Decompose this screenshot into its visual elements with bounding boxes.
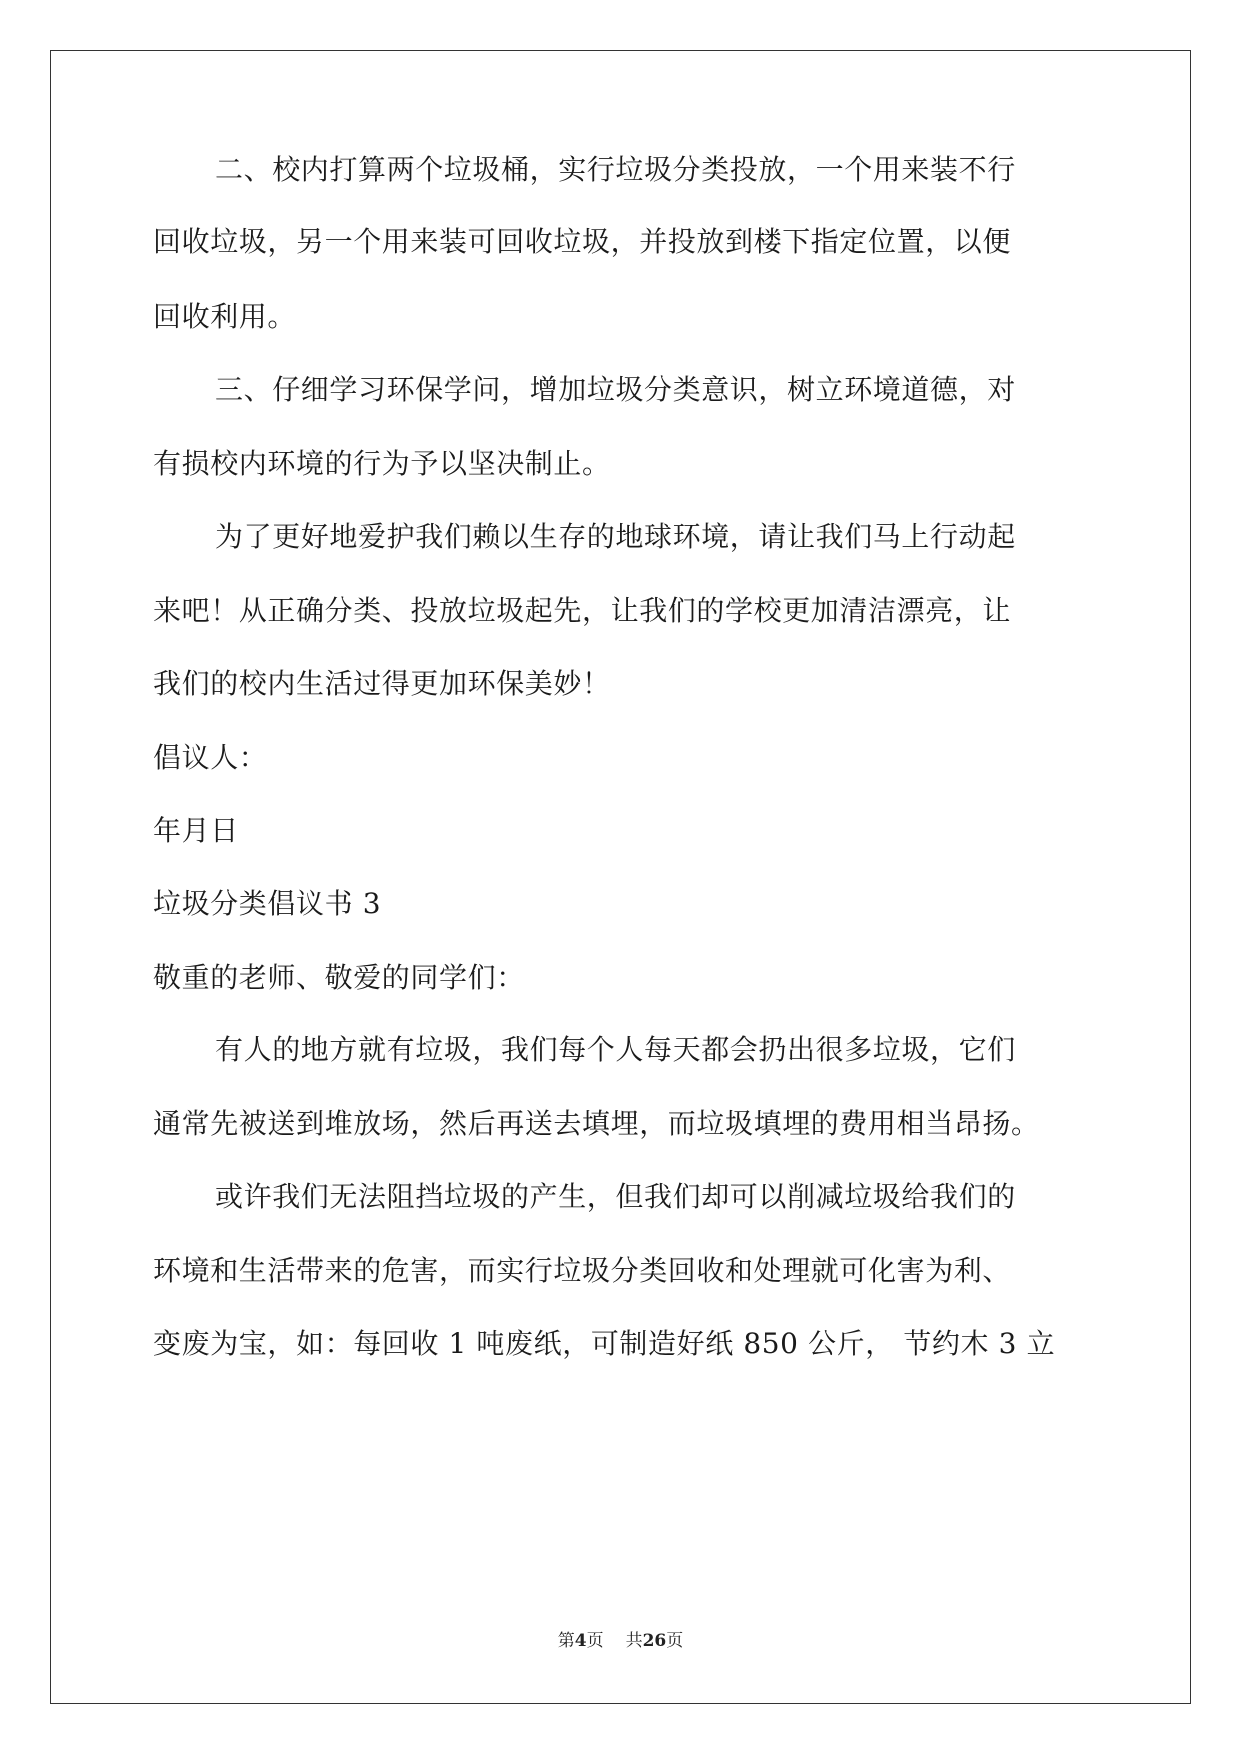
salutation: 敬重的老师、敬爱的同学们： [153, 961, 525, 994]
paragraph-line: 我们的校内生活过得更加环保美妙！ [153, 667, 611, 700]
footer-prefix: 第 [557, 1631, 575, 1651]
page-border [50, 50, 1191, 1704]
page-footer [0, 1630, 1241, 1652]
section-title: 垃圾分类倡议书 3 [153, 887, 382, 920]
date-label: 年月日 [153, 814, 239, 847]
paragraph-line: 通常先被送到堆放场，然后再送去填埋，而垃圾填埋的费用相当昂扬。 [153, 1107, 1040, 1140]
paragraph-line: 二、校内打算两个垃圾桶，实行垃圾分类投放，一个用来装不行 [215, 153, 1016, 186]
paragraph-line: 有人的地方就有垃圾，我们每个人每天都会扔出很多垃圾，它们 [215, 1033, 1016, 1066]
page-number: 4 [574, 1631, 587, 1651]
paragraph-line: 回收利用。 [153, 300, 297, 333]
paragraph-line: 有损校内环境的行为予以坚决制止。 [153, 447, 611, 480]
paragraph-line: 或许我们无法阻挡垃圾的产生，但我们却可以削减垃圾给我们的 [215, 1180, 1016, 1213]
footer-total-prefix: 共 [625, 1631, 643, 1651]
paragraph-line: 环境和生活带来的危害，而实行垃圾分类回收和处理就可化害为利、 [153, 1254, 1012, 1287]
paragraph-line: 回收垃圾，另一个用来装可回收垃圾，并投放到楼下指定位置，以便 [153, 225, 1012, 258]
footer-total-suffix: 页 [666, 1631, 684, 1651]
paragraph-line: 为了更好地爱护我们赖以生存的地球环境，请让我们马上行动起 [215, 520, 1016, 553]
total-pages: 26 [642, 1631, 667, 1651]
paragraph-line: 来吧！从正确分类、投放垃圾起先，让我们的学校更加清洁漂亮，让 [153, 594, 1012, 627]
footer-page-suffix: 页 [586, 1631, 604, 1651]
paragraph-line: 三、仔细学习环保学问，增加垃圾分类意识，树立环境道德，对 [215, 373, 1016, 406]
paragraph-line: 变废为宝，如：每回收 1 吨废纸，可制造好纸 850 公斤， 节约木 3 立 [153, 1327, 1056, 1360]
signatory-label: 倡议人： [153, 741, 268, 774]
